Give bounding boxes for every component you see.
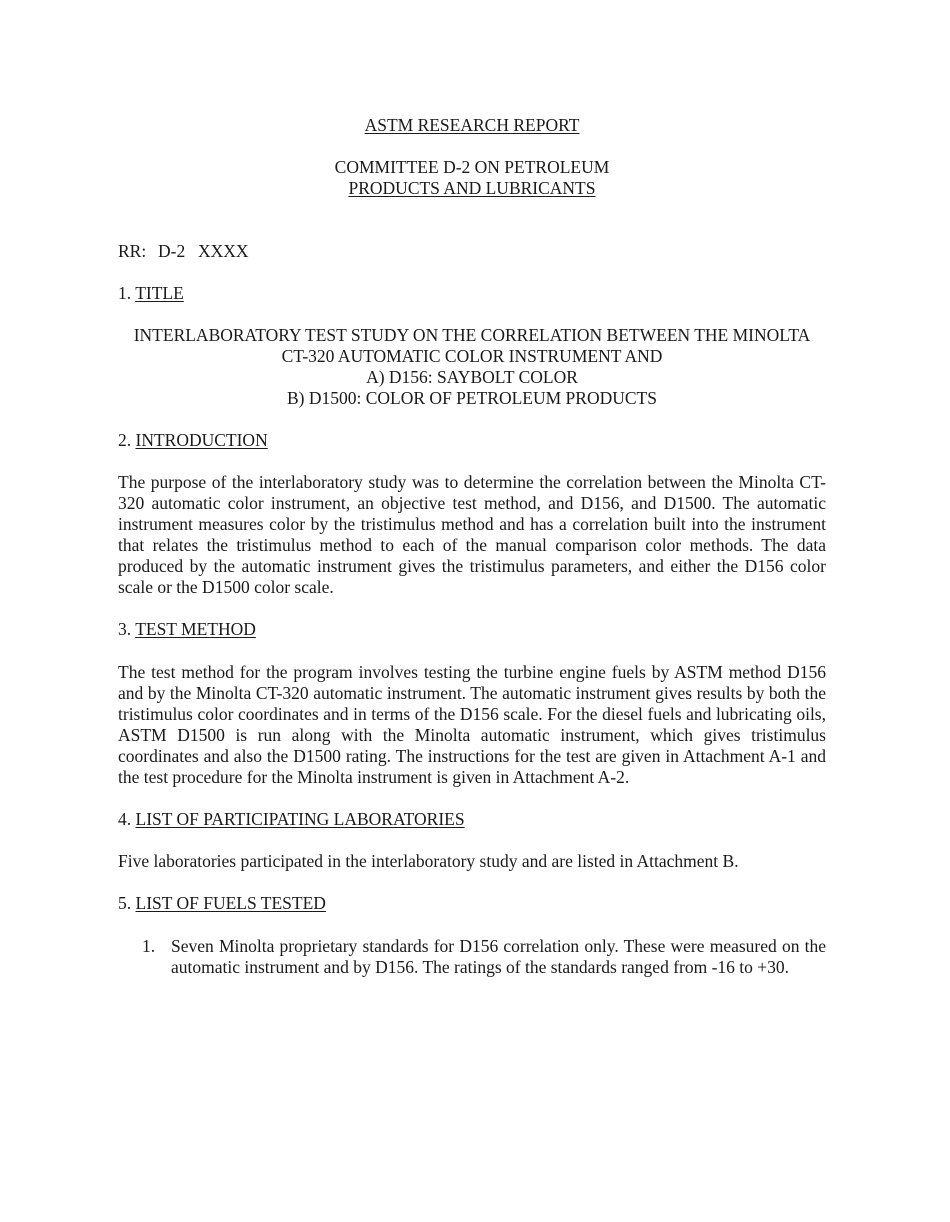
section-1-title: TITLE — [135, 283, 184, 303]
list-item-number: 1. — [142, 936, 156, 956]
section-5-title: LIST OF FUELS TESTED — [135, 893, 326, 913]
introduction-paragraph: The purpose of the interlaboratory study was to determine the correlation between the Minolta CT-320 automatic color instrument, an objective test method, and D156, and D1500. The automatic instrument measures color by the tristimulus method and has a correlation built into the instrument that relates the tristimulus method to each of the manual comparison color methods. The data produced by the automatic instrument gives the tristimulus parameters, and either the D156 color scale or the D1500 color scale. — [118, 472, 826, 597]
rr-line — [118, 241, 826, 262]
list-item-text: Seven Minolta proprietary standards for D156 correlation only. These were measured on the automatic instrument and by D156. The ratings of the standards ranged from -16 to +30. — [171, 936, 826, 977]
study-title-line: A) D156: SAYBOLT COLOR — [366, 367, 578, 387]
rr-committee: D-2 — [158, 241, 186, 261]
committee-line-1: COMMITTEE D-2 ON PETROLEUM — [334, 157, 610, 177]
section-5-heading: 5. LIST OF FUELS TESTED — [118, 893, 326, 913]
section-3-heading: 3. TEST METHOD — [118, 619, 256, 639]
rr-number: XXXX — [198, 241, 249, 261]
committee-line-2: PRODUCTS AND LUBRICANTS — [348, 178, 596, 198]
committee-block — [118, 157, 826, 199]
section-4-heading: 4. LIST OF PARTICIPATING LABORATORIES — [118, 809, 465, 829]
study-title — [108, 325, 836, 409]
section-3-title: TEST METHOD — [135, 619, 256, 639]
rr-label: RR: — [118, 241, 147, 261]
section-1-heading: 1. TITLE — [118, 283, 184, 303]
study-title-line: INTERLABORATORY TEST STUDY ON THE CORRELATION BETWEEN THE MINOLTA — [133, 325, 811, 345]
study-title-line: B) D1500: COLOR OF PETROLEUM PRODUCTS — [287, 388, 657, 408]
laboratories-paragraph: Five laboratories participated in the interlaboratory study and are listed in Attachment B. — [118, 851, 739, 871]
report-title: ASTM RESEARCH REPORT — [364, 115, 580, 135]
section-2-title: INTRODUCTION — [135, 430, 268, 450]
section-2-heading: 2. INTRODUCTION — [118, 430, 268, 450]
test-method-paragraph: The test method for the program involves testing the turbine engine fuels by ASTM method D156 and by the Minolta CT-320 automatic instrument. The automatic instrument gives results by both the tristimulus color coordinates and in terms of the D156 scale. For the diesel fuels and lubricating oils, ASTM D1500 is run along with the Minolta automatic instrument, which gives tristimulus coordinates and also the D1500 rating. The instructions for the test are given in Attachment A-1 and the test procedure for the Minolta instrument is given in Attachment A-2. — [118, 662, 826, 787]
study-title-line: CT-320 AUTOMATIC COLOR INSTRUMENT AND — [281, 346, 663, 366]
list-item — [118, 936, 826, 978]
section-4-title: LIST OF PARTICIPATING LABORATORIES — [135, 809, 465, 829]
fuels-list — [118, 936, 826, 978]
